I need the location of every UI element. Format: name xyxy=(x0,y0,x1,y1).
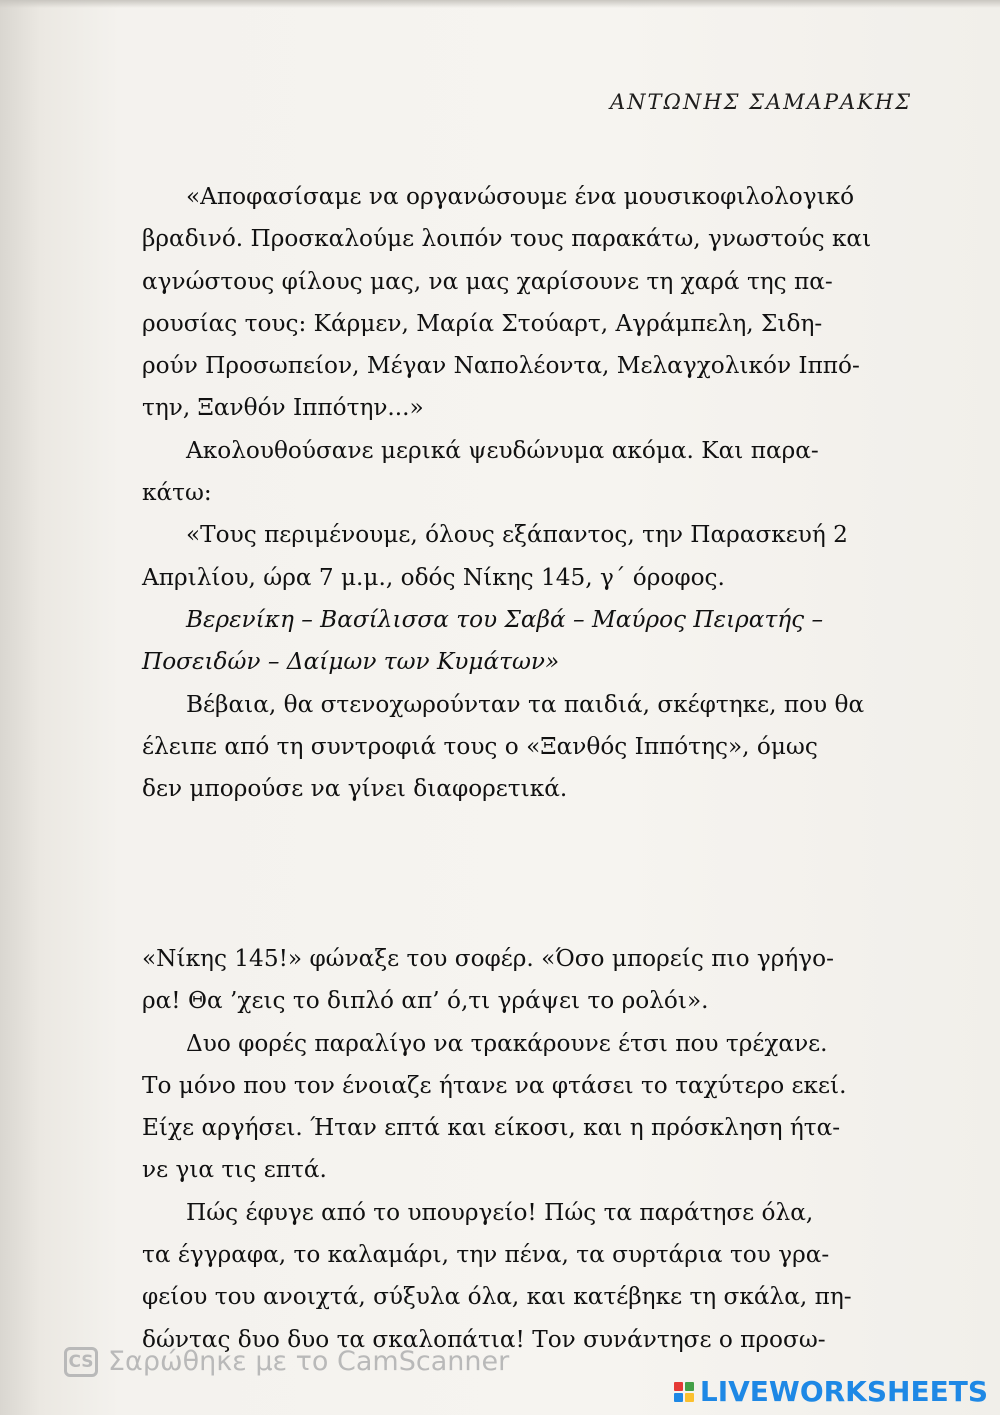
logo-square xyxy=(685,1393,694,1402)
camscanner-text: Σαρώθηκε με το CamScanner xyxy=(108,1346,510,1377)
text-line: «Νίκης 145!» φώναξε του σοφέρ. «Όσο μπορείς πιο γρήγο- xyxy=(142,945,834,972)
text-line: ρούν Προσωπείον, Μέγαν Ναπολέοντα, Μελαγχολικόν Ιππό- xyxy=(142,352,860,380)
text-line: Ακολουθούσανε μερικά ψευδώνυμα ακόμα. Και παρα- xyxy=(186,436,819,464)
running-header-author: ΑΝΤΩΝΗΣ ΣΑΜΑΡΑΚΗΣ xyxy=(610,90,912,114)
camscanner-logo-icon: CS xyxy=(64,1347,98,1377)
text-line: Απριλίου, ώρα 7 μ.μ., οδός Νίκης 145, γ΄ όροφος. xyxy=(142,563,725,591)
page-edge-shadow xyxy=(0,0,1000,8)
text-line: φείου του ανοιχτά, σύξυλα όλα, και κατέβηκε τη σκάλα, πη- xyxy=(142,1283,852,1311)
text-line: ρα! Θα ’χεις το διπλό απ’ ό,τι γράψει το ρολόι». xyxy=(142,987,709,1015)
liveworksheets-brand xyxy=(674,1375,988,1408)
text-line: αγνώστους φίλους μας, να μας χαρίσουνε τη χαρά της πα- xyxy=(142,267,833,295)
text-line: δεν μπορούσε να γίνει διαφορετικά. xyxy=(142,775,568,803)
body-text-top xyxy=(142,176,912,810)
text-line: Είχε αργήσει. Ήταν επτά και είκοσι, και η πρόσκληση ήτα- xyxy=(142,1114,841,1142)
text-line: βραδινό. Προσκαλούμε λοιπόν τους παρακάτω, γνωστούς και xyxy=(142,225,872,253)
text-line: ρουσίας τους: Κάρμεν, Μαρία Στούαρτ, Αγράμπελη, Σιδη- xyxy=(142,309,823,337)
text-line: Το μόνο που τον ένοιαζε ήτανε να φτάσει το ταχύτερο εκεί. xyxy=(142,1071,847,1099)
paragraph-taxi xyxy=(142,938,912,1023)
text-line: Βερενίκη – Βασίλισσα του Σαβά – Μαύρος Πειρατής – xyxy=(186,605,824,633)
paragraph-pseudonyms xyxy=(142,430,912,515)
paragraph-rush xyxy=(142,1023,912,1192)
text-line: δώντας δυο δυο τα σκαλοπάτια! Τον συνάντησε ο προσω- xyxy=(142,1325,826,1353)
text-line: Βέβαια, θα στενοχωρούνταν τα παιδιά, σκέφτηκε, που θα xyxy=(186,690,865,718)
liveworksheets-logo-icon xyxy=(674,1382,694,1402)
text-line: «Τους περιμένουμε, όλους εξάπαντος, την Παρασκευή 2 xyxy=(186,521,848,549)
paragraph-thought xyxy=(142,684,912,811)
text-line: Δυο φορές παραλίγο να τρακάρουνε έτσι που τρέχανε. xyxy=(186,1029,828,1057)
text-line: την, Ξανθόν Ιππότην...» xyxy=(142,394,424,422)
paragraph-date xyxy=(142,514,912,599)
logo-square xyxy=(674,1382,683,1391)
body-text-bottom xyxy=(142,938,912,1361)
camscanner-watermark xyxy=(64,1346,509,1377)
paragraph-invitation xyxy=(142,176,912,430)
logo-square xyxy=(685,1382,694,1391)
text-line: νε για τις επτά. xyxy=(142,1156,327,1184)
text-line: «Αποφασίσαμε να οργανώσουμε ένα μουσικοφιλολογικό xyxy=(186,183,855,210)
text-line: Πώς έφυγε από το υπουργείο! Πώς τα παράτησε όλα, xyxy=(186,1198,814,1226)
text-line: Ποσειδών – Δαίμων των Κυμάτων» xyxy=(142,648,560,676)
paragraph-signatories xyxy=(142,599,912,684)
text-line: κάτω: xyxy=(142,479,212,507)
logo-square xyxy=(674,1393,683,1402)
liveworksheets-text: LIVEWORKSHEETS xyxy=(699,1375,988,1408)
text-line: τα έγγραφα, το καλαμάρι, την πένα, τα συρτάρια του γρα- xyxy=(142,1241,830,1269)
paragraph-ministry xyxy=(142,1192,912,1361)
text-line: έλειπε από τη συντροφιά τους ο «Ξανθός Ιππότης», όμως xyxy=(142,732,818,760)
